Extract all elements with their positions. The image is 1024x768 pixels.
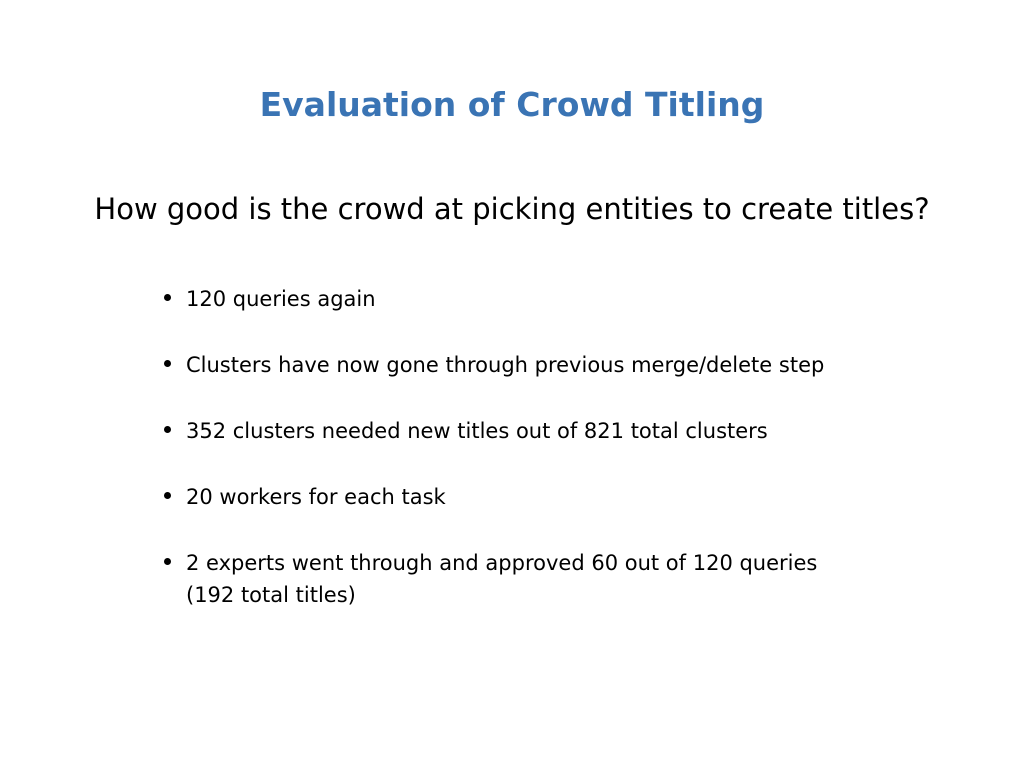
bullet-item [186, 547, 966, 611]
bullet-dot-icon [164, 360, 171, 367]
bullet-text: 20 workers for each task [186, 485, 446, 509]
bullet-item [186, 481, 966, 513]
bullet-text: 120 queries again [186, 287, 376, 311]
bullet-item [186, 283, 966, 315]
bullet-text: Clusters have now gone through previous merge/delete step [186, 353, 825, 377]
bullet-dot-icon [164, 294, 171, 301]
bullet-dot-icon [164, 426, 171, 433]
slide-subtitle: How good is the crowd at picking entities to create titles? [94, 192, 930, 226]
bullet-list [186, 283, 966, 611]
bullet-item [186, 349, 966, 381]
bullet-text: 352 clusters needed new titles out of 821 total clusters [186, 419, 768, 443]
bullet-item [186, 415, 966, 447]
bullet-text: 2 experts went through and approved 60 out of 120 queries [186, 551, 818, 575]
slide-title: Evaluation of Crowd Titling [259, 85, 765, 124]
bullet-dot-icon [164, 492, 171, 499]
bullet-text-continuation: (192 total titles) [186, 583, 356, 607]
bullet-dot-icon [164, 558, 171, 565]
